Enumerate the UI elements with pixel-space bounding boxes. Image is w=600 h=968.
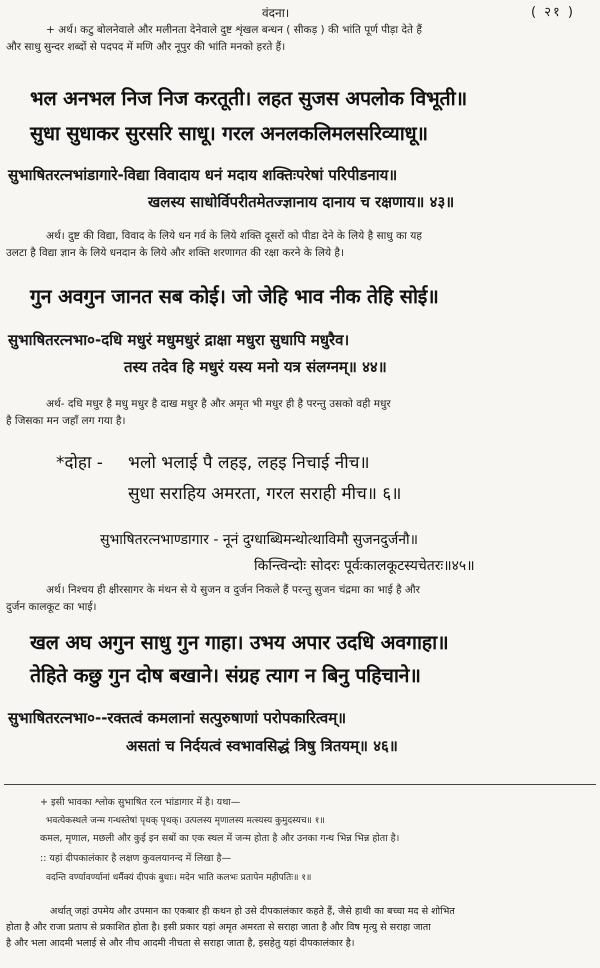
text-line: अर्थ। निश्चय ही क्षीरसागर के मंथन से ये सुजन व दुर्जन निकले हैं परन्तु सुजन चंद्रमा का भाई है और [46,584,420,596]
text-line: और साधु सुन्दर शब्दों से पदपद में मणि और नूपुर की भांति मनको हरते हैं। [6,41,286,53]
text-line: होता है और राजा प्रताप से प्रकाशित होता है। इसी प्रकार यहां अमृत अमरता से सराहा जाता है और विष मृत्यु से सराहा जाता [6,922,431,933]
meaning-paragraph-1 [6,22,422,56]
page-number: ( २१ ) [531,5,575,20]
shloka-line: असतां च निर्दयत्वं स्वभावसिद्धं त्रिषु त्रितयम्॥ ४६॥ [126,737,398,755]
text-line: उलटा है विद्या ज्ञान के लिये धनदान के लिये और शक्ति शरणागत की रक्षा करने के लिये है। [6,247,344,259]
text-line: अर्थात् जहां उपमेय और उपमान का एकबार ही कथन हो उसे दीपकालंकार कहते हैं, जैसे हाथी का बच्चा मद से शोभित [50,906,455,917]
footnote-colon-text: :: यहां दीपकालंकार है लक्षण कुवलयानन्द में लिखा है— [40,853,232,864]
text-line: अर्थ- दधि मधुर है मधु मधुर है दाख मधुर है और अमृत भी मधुर ही है परन्तु उसको वही मधुर [46,398,391,410]
text-line: + अर्थ। कटु बोलनेवाले और मलीनता देनेवाले दुष्ट शृंखल बन्धन ( सीकड़ ) की भांति पूर्ण पीड़ा देते हैं [46,24,422,36]
shloka-line: किन्त्विन्दोः सोदरः पूर्वःकालकूटस्यचेतरः॥४५॥ [254,558,475,574]
shloka-line: सुभाषितरत्नभांडागारे-विद्या विवादाय धनं मदाय शक्तिःपरेषां परिपीडनाय॥ [8,166,398,184]
shloka-line: सुभाषितरत्नभाण्डागार - नूनं दुग्धाब्धिमन्थोत्थाविमौ सुजनदुर्जनौ॥ [100,532,419,548]
chaupai-line: तेहिते कछु गुन दोष बखाने। संग्रह त्याग न बिनु पहिचाने॥ [30,664,421,687]
shloka-line: खलस्य साधोर्विपरीतमेतज्ज्ञानाय दानाय च रक्षणाय॥ ४३॥ [148,193,455,211]
meaning-paragraph-44 [6,396,391,430]
shloka-line: सुभाषितरत्नभा०-दधि मधुरं मधुमधुरं द्राक्षा मधुरा सुधापि मधुरैव। [8,331,350,349]
shloka-line: सुभाषितरत्नभा०--रक्तत्वं कमलानां सत्पुरुषाणां परोपकारित्वम्॥ [8,709,347,727]
chaupai-line: गुन अवगुन जानत सब कोई। जो जेहि भाव नीक तेहि सोई॥ [30,285,439,308]
footnote-divider [4,784,596,785]
text-line: अर्थ। दुष्ट की विद्या, विवाद के लिये धन गर्व के लिये शक्ति दूसरों को पीडा देने के लिये है साधु का यह [46,230,422,242]
chaupai-line: खल अघ अगुन साधु गुन गाहा। उभय अपार उदधि अवगाहा॥ [30,631,449,654]
chaupai-line: सुधा सुधाकर सुरसरि साधू। गरल अनलकलिमलसरिव्याधू॥ [30,122,428,145]
meaning-paragraph-45 [6,582,420,616]
running-header-title: वंदना। [262,6,290,20]
text-line: है जिसका मन जहाँ लग गया है। [6,415,126,427]
footnote-plus-text: + इसी भावका श्लोक सुभाषित रत्न भांडागार में है। यथा— [40,797,241,808]
chaupai-line: भल अनभल निज निज करतूती। लहत सुजस अपलोक विभूती॥ [30,87,467,110]
doha-label: *दोहा - [56,453,103,473]
closing-paragraph [6,904,455,952]
doha-line: भलो भलाई पै लहइ, लहइ निचाई नीच॥ [128,453,370,473]
text-line: दुर्जन कालकूट का भाई। [6,601,97,613]
shloka-line: तस्य तदेव हि मधुरं यस्य मनो यत्र संलग्नम्॥ ४४॥ [124,358,387,376]
footnote-plus-explanation: कमल, मृणाल, मछली और कुई इन सबों का एक स्थल में जन्म होता है और उनका गन्ध भिन्न भिन्न होता है। [40,833,400,844]
footnote-colon-verse: वदन्ति वर्ण्यावर्ण्यानां धर्मैक्यं दीपकं बुधाः। मदेन भाति कलभः प्रतापेन महीपतिः॥ १॥ [46,873,312,883]
footnote-plus-verse: भवत्येकस्थले जन्म गन्धस्तेषां पृथक् पृथक्। उत्पलस्य मृणालस्य मत्स्यस्य कुमुदस्यच॥ १॥ [46,816,325,826]
text-line: है और भला आदमी भलाई से और नीच आदमी नीचता से सराहा जाता है, इसहेतु यहां दीपकालंकार है। [6,938,355,949]
meaning-paragraph-43 [6,228,422,262]
doha-line: सुधा सराहिय अमरता, गरल सराही मीच॥ ६॥ [128,484,402,504]
